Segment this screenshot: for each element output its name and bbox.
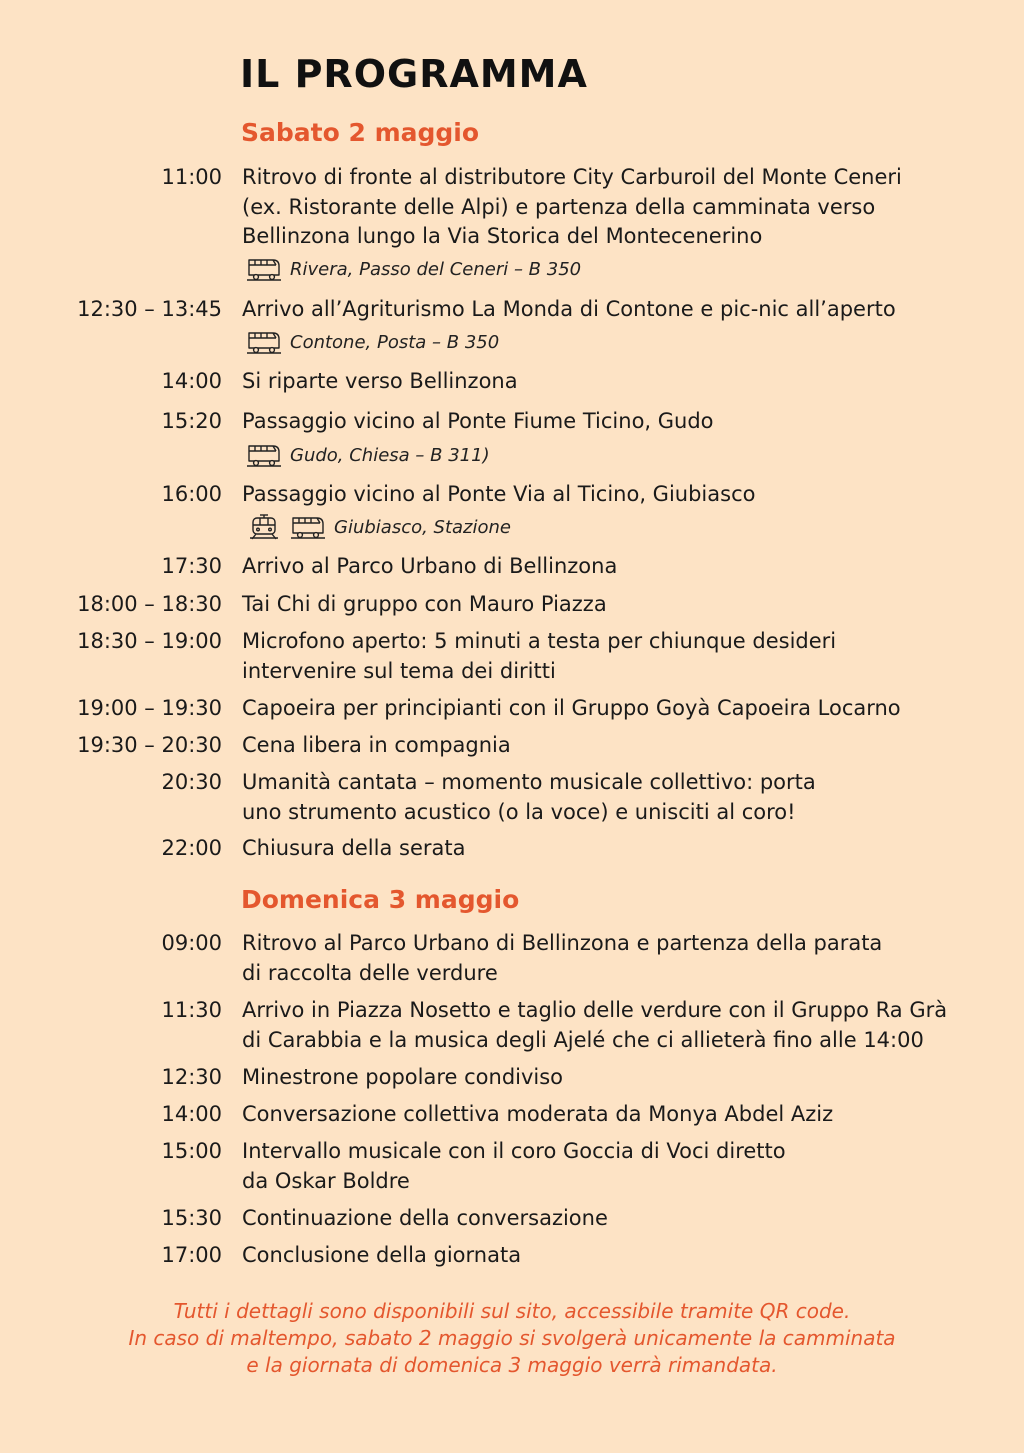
event-description [242, 552, 962, 582]
event-line: da Oskar Boldre [242, 1168, 410, 1193]
event-time: 11:30 [161, 998, 222, 1022]
event-line: Si riparte verso Bellinzona [242, 369, 518, 393]
bus-icon [246, 256, 282, 282]
footer-line: e la giornata di domenica 3 maggio verrà rimandata. [246, 1353, 778, 1377]
stop-label: Giubiasco, Stazione [334, 516, 512, 538]
footer-line: Tutti i dettagli sono disponibili sul sito, accessibile tramite QR code. [173, 1299, 851, 1323]
transport-stop [246, 514, 511, 540]
event-line: di raccolta delle verdure [242, 960, 498, 985]
transport-stop [246, 256, 581, 282]
event-description [242, 1241, 962, 1271]
event-time: 17:00 [161, 1243, 222, 1267]
event-line: Ritrovo di fronte al distributore City Carburoil del Monte Ceneri [242, 165, 902, 189]
event-line: Cena libera in compagnia [242, 733, 511, 757]
event-time: 12:30 [161, 1065, 222, 1089]
stop-label: Contone, Posta – B 350 [290, 331, 500, 353]
bus-icon [246, 442, 282, 468]
event-description [242, 1137, 962, 1196]
event-line: Ritrovo al Parco Urbano di Bellinzona e partenza della parata [242, 931, 883, 955]
event-time: 17:30 [161, 554, 222, 578]
page-title: IL PROGRAMMA [240, 52, 588, 96]
event-time: 15:20 [161, 409, 222, 433]
day-heading-saturday: Sabato 2 maggio [241, 118, 480, 147]
event-time: 11:00 [161, 165, 222, 189]
event-line: di Carabbia e la musica degli Ajelé che ci allieterà fino alle 14:00 [242, 1027, 924, 1052]
event-description [242, 694, 962, 724]
event-line: Arrivo al Parco Urbano di Bellinzona [242, 554, 618, 578]
event-line: Arrivo in Piazza Nosetto e taglio delle verdure con il Gruppo Ra Grà [242, 998, 948, 1022]
event-description [242, 1204, 962, 1234]
event-description [242, 1063, 962, 1093]
event-line: Umanità cantata – momento musicale collettivo: porta [242, 770, 816, 794]
event-line: Bellinzona lungo la Via Storica del Montecenerino [242, 224, 763, 248]
stop-label: Gudo, Chiesa – B 311) [290, 444, 490, 466]
event-time: 22:00 [161, 836, 222, 860]
bus-icon [290, 514, 326, 540]
transport-stop [246, 329, 499, 355]
day-heading-sunday: Domenica 3 maggio [241, 885, 520, 914]
event-time: 18:00 – 18:30 [77, 592, 222, 616]
event-time: 15:30 [161, 1206, 222, 1230]
event-description [242, 1100, 962, 1130]
event-line: Intervallo musicale con il coro Goccia di Voci diretto [242, 1139, 786, 1163]
event-time: 15:00 [161, 1139, 222, 1163]
event-description [242, 768, 962, 827]
event-description [242, 163, 962, 252]
event-description [242, 996, 962, 1055]
event-line: uno strumento acustico (o la voce) e unisciti al coro! [242, 799, 796, 824]
event-description [242, 834, 962, 864]
event-line: Passaggio vicino al Ponte Fiume Ticino, Gudo [242, 409, 714, 433]
event-description [242, 731, 962, 761]
event-line: intervenire sul tema dei diritti [242, 658, 556, 683]
event-description [242, 367, 962, 397]
event-line: Chiusura della serata [242, 836, 466, 860]
event-description [242, 627, 962, 686]
event-line: Capoeira per principianti con il Gruppo Goyà Capoeira Locarno [242, 696, 901, 720]
footer-note [0, 1298, 1024, 1379]
event-description [242, 929, 962, 988]
event-line: (ex. Ristorante delle Alpi) e partenza della camminata verso [242, 194, 876, 219]
stop-label: Rivera, Passo del Ceneri – B 350 [290, 258, 582, 280]
event-line: Tai Chi di gruppo con Mauro Piazza [242, 592, 607, 616]
event-description [242, 295, 962, 325]
event-time: 18:30 – 19:00 [77, 629, 222, 653]
event-description [242, 480, 962, 510]
event-line: Microfono aperto: 5 minuti a testa per chiunque desideri [242, 629, 837, 653]
event-time: 19:00 – 19:30 [77, 696, 222, 720]
event-time: 20:30 [161, 770, 222, 794]
bus-icon [246, 329, 282, 355]
footer-line: In caso di maltempo, sabato 2 maggio si svolgerà unicamente la camminata [128, 1326, 896, 1350]
event-line: Passaggio vicino al Ponte Via al Ticino, Giubiasco [242, 482, 756, 506]
event-description [242, 590, 962, 620]
event-time: 14:00 [161, 369, 222, 393]
event-time: 19:30 – 20:30 [77, 733, 222, 757]
event-line: Arrivo all’Agriturismo La Monda di Contone e pic-nic all’aperto [242, 297, 896, 321]
event-description [242, 407, 962, 437]
event-line: Continuazione della conversazione [242, 1206, 608, 1230]
transport-stop [246, 442, 490, 468]
event-line: Minestrone popolare condiviso [242, 1065, 564, 1089]
event-time: 14:00 [161, 1102, 222, 1126]
event-time: 16:00 [161, 482, 222, 506]
event-line: Conversazione collettiva moderata da Monya Abdel Aziz [242, 1102, 834, 1126]
event-line: Conclusione della giornata [242, 1243, 522, 1267]
event-time: 12:30 – 13:45 [77, 297, 222, 321]
event-time: 09:00 [161, 931, 222, 955]
train-icon [246, 514, 282, 540]
